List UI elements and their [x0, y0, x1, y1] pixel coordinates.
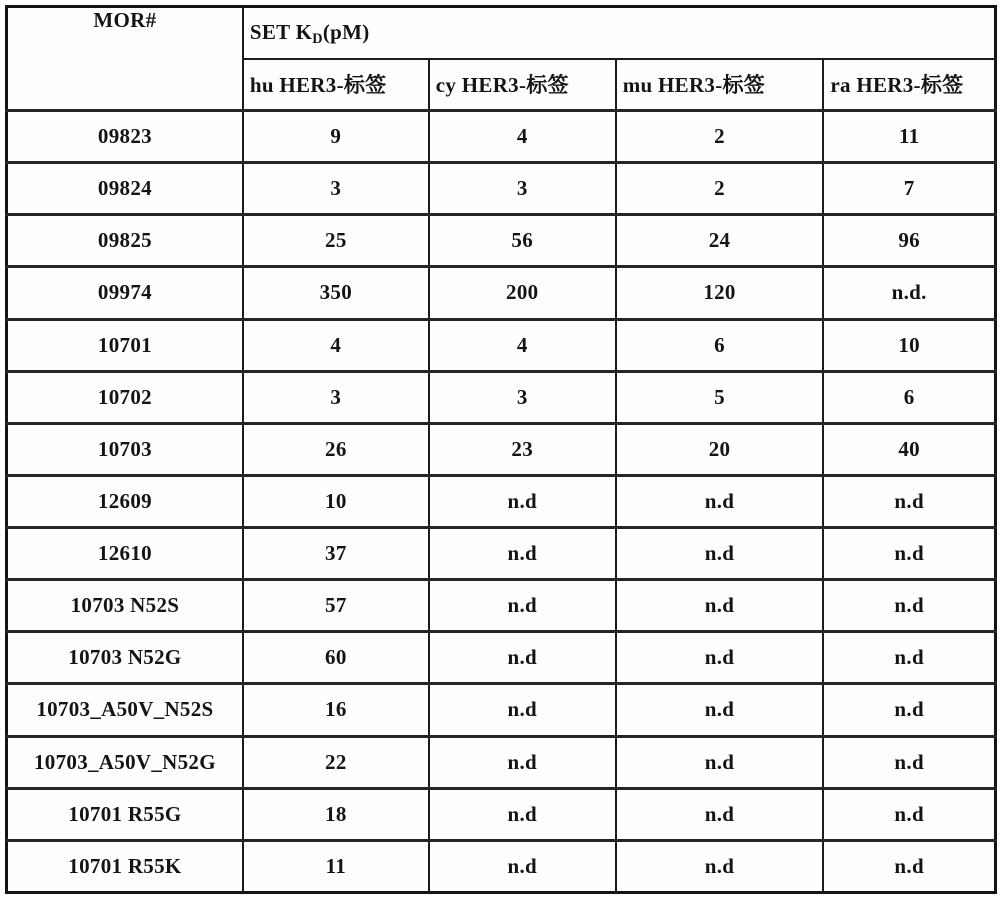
kd-value-cell: n.d [429, 788, 616, 840]
row-mor-id: 10701 R55G [7, 788, 243, 840]
table-row [7, 840, 996, 892]
kd-value-cell: n.d [429, 528, 616, 580]
subheader-cell-mu: mu HER3-标签 [616, 59, 824, 111]
table-row [7, 423, 996, 475]
row-mor-id: 10703 [7, 423, 243, 475]
header-row-1 [7, 7, 996, 59]
row-mor-id: 09974 [7, 267, 243, 319]
kd-value-cell: 11 [823, 111, 995, 163]
row-mor-id: 12610 [7, 528, 243, 580]
kd-value-cell: 24 [616, 215, 824, 267]
kd-value-cell: 4 [243, 319, 429, 371]
kd-value-cell: n.d [429, 684, 616, 736]
kd-value-cell: 350 [243, 267, 429, 319]
row-mor-id: 10703_A50V_N52S [7, 684, 243, 736]
kd-value-cell: 6 [823, 371, 995, 423]
kd-value-cell: 26 [243, 423, 429, 475]
kd-value-cell: n.d [429, 736, 616, 788]
kd-value-cell: 57 [243, 580, 429, 632]
kd-value-cell: 10 [823, 319, 995, 371]
kd-value-cell: 23 [429, 423, 616, 475]
kd-value-cell: n.d [823, 632, 995, 684]
kd-value-cell: 2 [616, 111, 824, 163]
kd-value-cell: n.d [823, 840, 995, 892]
kd-value-cell: 3 [429, 163, 616, 215]
kd-value-cell: n.d [616, 475, 824, 527]
table-row [7, 371, 996, 423]
kd-value-cell: n.d [616, 528, 824, 580]
kd-value-cell: 60 [243, 632, 429, 684]
kd-value-cell: n.d [823, 528, 995, 580]
table-row [7, 632, 996, 684]
kd-value-cell: 10 [243, 475, 429, 527]
kd-value-cell: n.d [616, 580, 824, 632]
row-mor-id: 12609 [7, 475, 243, 527]
kd-value-cell: n.d [616, 684, 824, 736]
kd-value-cell: n.d. [823, 267, 995, 319]
kd-value-cell: 18 [243, 788, 429, 840]
kd-value-cell: 3 [243, 163, 429, 215]
kd-value-cell: 4 [429, 111, 616, 163]
table-row [7, 788, 996, 840]
set-kd-suffix: (pM) [322, 20, 370, 45]
kd-value-cell: 56 [429, 215, 616, 267]
row-mor-id: 09824 [7, 163, 243, 215]
kd-value-cell: 40 [823, 423, 995, 475]
kd-value-cell: n.d [429, 632, 616, 684]
kd-value-cell: n.d [616, 788, 824, 840]
kd-value-cell: 9 [243, 111, 429, 163]
set-kd-subscript: D [312, 30, 323, 47]
kd-value-cell: 120 [616, 267, 824, 319]
subheader-cell-hu: hu HER3-标签 [243, 59, 429, 111]
kd-value-cell: 20 [616, 423, 824, 475]
subheader-cell-ra: ra HER3-标签 [823, 59, 995, 111]
kd-value-cell: 5 [616, 371, 824, 423]
table-row [7, 111, 996, 163]
kd-value-cell: n.d [823, 684, 995, 736]
kd-value-cell: n.d [616, 736, 824, 788]
table-row [7, 580, 996, 632]
subheader-cell-cy: cy HER3-标签 [429, 59, 616, 111]
kd-value-cell: 37 [243, 528, 429, 580]
kd-value-cell: 2 [616, 163, 824, 215]
table-row [7, 267, 996, 319]
kd-value-cell: n.d [616, 632, 824, 684]
kd-value-cell: n.d [616, 840, 824, 892]
kd-value-cell: n.d [823, 788, 995, 840]
kd-value-cell: 16 [243, 684, 429, 736]
row-mor-id: 10703_A50V_N52G [7, 736, 243, 788]
row-mor-id: 10701 [7, 319, 243, 371]
kd-value-cell: n.d [429, 580, 616, 632]
kd-value-cell: n.d [823, 580, 995, 632]
row-mor-id: 09823 [7, 111, 243, 163]
header-cell-set-kd [243, 7, 996, 59]
table-row [7, 475, 996, 527]
kd-value-cell: 6 [616, 319, 824, 371]
kd-value-cell: n.d [429, 840, 616, 892]
table-row [7, 163, 996, 215]
kd-value-cell: n.d [429, 475, 616, 527]
set-kd-prefix: SET K [249, 20, 313, 45]
header-cell-mor: MOR# [7, 7, 243, 111]
kd-value-cell: 4 [429, 319, 616, 371]
row-mor-id: 10701 R55K [7, 840, 243, 892]
kd-table [5, 5, 997, 894]
table-row [7, 215, 996, 267]
kd-value-cell: 22 [243, 736, 429, 788]
kd-value-cell: 25 [243, 215, 429, 267]
kd-value-cell: n.d [823, 736, 995, 788]
kd-value-cell: 96 [823, 215, 995, 267]
kd-table-body [7, 111, 996, 893]
kd-value-cell: n.d [823, 475, 995, 527]
row-mor-id: 10703 N52S [7, 580, 243, 632]
kd-value-cell: 7 [823, 163, 995, 215]
kd-table-header [7, 7, 996, 111]
table-row [7, 528, 996, 580]
row-mor-id: 10702 [7, 371, 243, 423]
kd-value-cell: 3 [429, 371, 616, 423]
table-row [7, 684, 996, 736]
kd-value-cell: 11 [243, 840, 429, 892]
kd-value-cell: 3 [243, 371, 429, 423]
kd-value-cell: 200 [429, 267, 616, 319]
row-mor-id: 10703 N52G [7, 632, 243, 684]
table-row [7, 319, 996, 371]
table-row [7, 736, 996, 788]
row-mor-id: 09825 [7, 215, 243, 267]
